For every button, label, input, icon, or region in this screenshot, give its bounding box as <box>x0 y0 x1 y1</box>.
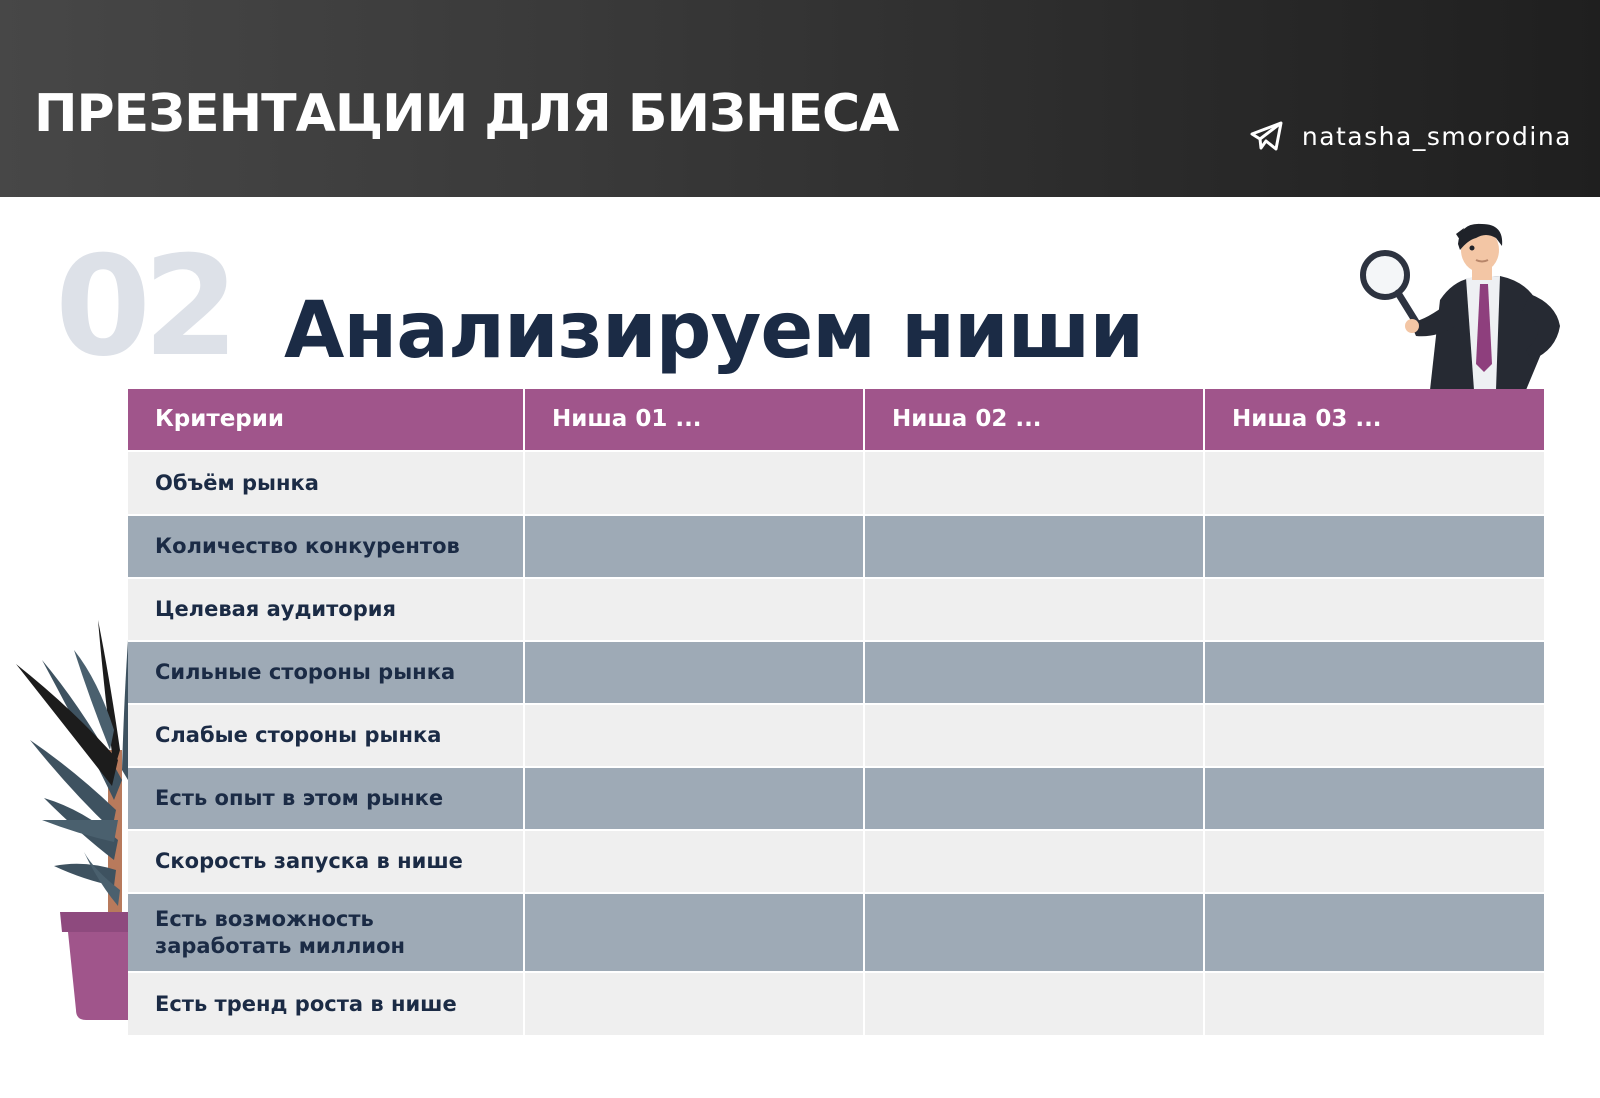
table-row-label: Скорость запуска в нише <box>128 831 523 892</box>
table-cell[interactable] <box>525 973 863 1035</box>
table-cell[interactable] <box>525 579 863 640</box>
table-cell[interactable] <box>865 516 1203 577</box>
table-row-label: Есть тренд роста в нише <box>128 973 523 1035</box>
table-cell[interactable] <box>1205 768 1544 829</box>
table-row-label: Есть опыт в этом рынке <box>128 768 523 829</box>
table-row-label: Объём рынка <box>128 452 523 514</box>
table-cell[interactable] <box>525 452 863 514</box>
slide-title: Анализируем ниши <box>284 286 1144 376</box>
table-cell[interactable] <box>865 642 1203 703</box>
table-cell[interactable] <box>1205 705 1544 766</box>
table-header-criteria: Критерии <box>128 389 523 450</box>
table-cell[interactable] <box>865 705 1203 766</box>
table-cell[interactable] <box>865 973 1203 1035</box>
header-banner <box>0 0 1600 197</box>
slide-number: 02 <box>55 226 232 387</box>
table-cell[interactable] <box>1205 973 1544 1035</box>
table-cell[interactable] <box>865 768 1203 829</box>
table-cell[interactable] <box>865 894 1203 971</box>
plant-illustration <box>14 620 128 1040</box>
table-cell[interactable] <box>525 894 863 971</box>
table-cell[interactable] <box>525 831 863 892</box>
table-cell[interactable] <box>525 705 863 766</box>
table-row-label: Сильные стороны рынка <box>128 642 523 703</box>
table-header-niche-02: Ниша 02 ... <box>865 389 1203 450</box>
table-cell[interactable] <box>865 452 1203 514</box>
niche-comparison-table <box>128 389 1544 1035</box>
table-cell[interactable] <box>865 831 1203 892</box>
table-cell[interactable] <box>1205 452 1544 514</box>
businessman-illustration <box>1360 222 1570 390</box>
table-row-label: Слабые стороны рынка <box>128 705 523 766</box>
telegram-handle[interactable] <box>1250 121 1572 151</box>
table-cell[interactable] <box>525 768 863 829</box>
table-cell[interactable] <box>1205 516 1544 577</box>
table-row-label: Целевая аудитория <box>128 579 523 640</box>
table-row-label: Есть возможность заработать миллион <box>128 894 523 971</box>
table-header-niche-01: Ниша 01 ... <box>525 389 863 450</box>
table-cell[interactable] <box>1205 642 1544 703</box>
table-cell[interactable] <box>1205 831 1544 892</box>
table-row-label: Количество конкурентов <box>128 516 523 577</box>
telegram-handle-text: natasha_smorodina <box>1301 121 1572 151</box>
table-header-niche-03: Ниша 03 ... <box>1205 389 1544 450</box>
banner-title: ПРЕЗЕНТАЦИИ ДЛЯ БИЗНЕСА <box>34 84 899 144</box>
table-cell[interactable] <box>525 642 863 703</box>
table-cell[interactable] <box>525 516 863 577</box>
table-cell[interactable] <box>1205 579 1544 640</box>
telegram-icon <box>1250 121 1284 151</box>
table-cell[interactable] <box>1205 894 1544 971</box>
table-cell[interactable] <box>865 579 1203 640</box>
